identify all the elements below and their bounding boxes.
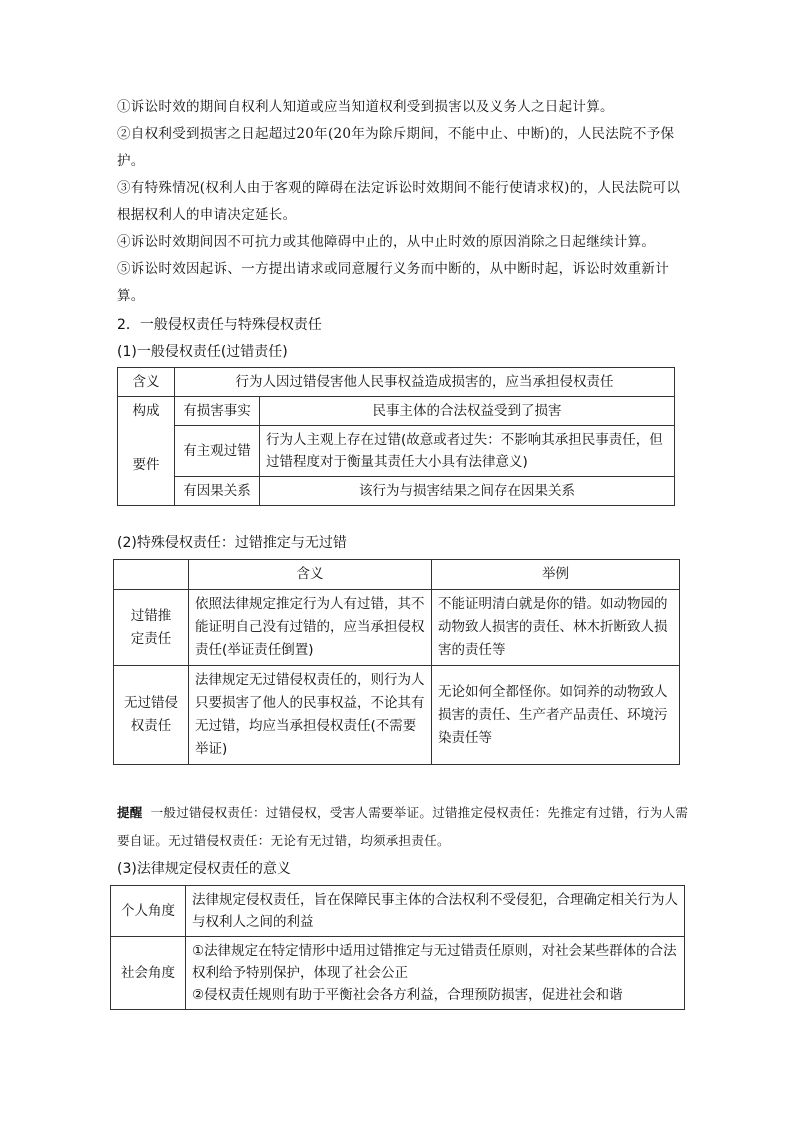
table-row xyxy=(118,368,675,397)
table-row xyxy=(111,886,685,937)
table-cell-example: 无论如何全都怪你。如饲养的动物致人损害的责任、生产者产品责任、环境污染责任等 xyxy=(432,666,680,765)
table-cell-line: ①法律规定在特定情形中适用过错推定与无过错责任原则，对社会某些群体的合法权利给予特别保护，体现了社会公正 xyxy=(192,943,677,981)
table-row xyxy=(111,937,685,1010)
table-cell-label: 无过错侵权责任 xyxy=(114,666,189,765)
significance-table xyxy=(110,885,685,1010)
general-tort-table xyxy=(117,367,675,506)
table-cell-label: 个人角度 xyxy=(111,886,186,937)
table-cell-label: 有损害事实 xyxy=(175,397,260,426)
table-cell-value: 行为人主观上存在过错(故意或者过失：不影响其承担民事责任，但过错程度对于衡量其责任大小具有法律意义) xyxy=(260,426,675,477)
paragraph-3: ③有特殊情况(权利人由于客观的障碍在法定诉讼时效期间不能行使请求权)的，人民法院可以根据权利人的申请决定延长。 xyxy=(117,180,681,223)
table-cell-meaning: 法律规定无过错侵权责任的，则行为人只要损害了他人的民事权益，不论其有无过错，均应当承担侵权责任(不需要举证) xyxy=(189,666,432,765)
table-cell-value: 行为人因过错侵害他人民事权益造成损害的，应当承担侵权责任 xyxy=(175,368,675,397)
section-2-title: 2．一般侵权责任与特殊侵权责任 xyxy=(117,317,322,333)
table-cell-label: 有主观过错 xyxy=(175,426,260,477)
table-cell-value: 民事主体的合法权益受到了损害 xyxy=(260,397,675,426)
table-cell-value xyxy=(186,937,685,1010)
table-cell-label: 有因果关系 xyxy=(175,477,260,506)
table-row xyxy=(114,590,680,666)
subsection-1-title: (1)一般侵权责任(过错责任) xyxy=(117,344,288,360)
table-cell-example: 不能证明清白就是你的错。如动物园的动物致人损害的责任、林木折断致人损害的责任等 xyxy=(432,590,680,666)
subsection-3-title: (3)法律规定侵权责任的意义 xyxy=(117,861,291,877)
table-cell-value: 法律规定侵权责任，旨在保障民事主体的合法权利不受侵犯，合理确定相关行为人与权利人之间的利益 xyxy=(186,886,685,937)
table-group-label: 要件 xyxy=(118,426,175,506)
table-cell-meaning: 依照法律规定推定行为人有过错，其不能证明自己没有过错的，应当承担侵权责任(举证责任倒置) xyxy=(189,590,432,666)
table-cell-line: ②侵权责任规则有助于平衡社会各方利益，合理预防损害，促进社会和谐 xyxy=(192,987,623,1003)
paragraph-4: ④诉讼时效期间因不可抗力或其他障碍中止的，从中止时效的原因消除之日起继续计算。 xyxy=(117,234,656,250)
table-row xyxy=(118,397,675,426)
table-row xyxy=(114,666,680,765)
reminder-text: 一般过错侵权责任：过错侵权，受害人需要举证。过错推定侵权责任：先推定有过错，行为人需要自证。无过错侵权责任：无论有无过错，均须承担责任。 xyxy=(117,805,689,848)
paragraph-5: ⑤诉讼时效因起诉、一方提出请求或同意履行义务而中断的，从中断时起，诉讼时效重新计算。 xyxy=(117,261,669,304)
special-tort-table xyxy=(113,559,680,765)
table-header-cell xyxy=(114,560,189,590)
table-row xyxy=(118,477,675,506)
table-cell-label: 过错推定责任 xyxy=(114,590,189,666)
reminder-note xyxy=(117,799,689,855)
table-cell-value: 该行为与损害结果之间存在因果关系 xyxy=(260,477,675,506)
table-cell-label: 社会角度 xyxy=(111,937,186,1010)
table-header-row xyxy=(114,560,680,590)
subsection-2-title: (2)特殊侵权责任：过错推定与无过错 xyxy=(117,535,347,551)
reminder-label: 提醒 xyxy=(117,805,143,820)
table-row xyxy=(118,426,675,477)
table-cell-label: 含义 xyxy=(118,368,175,397)
table-header-cell: 含义 xyxy=(189,560,432,590)
table-header-cell: 举例 xyxy=(432,560,680,590)
paragraph-2: ②自权利受到损害之日起超过20年(20年为除斥期间，不能中止、中断)的，人民法院不予保护。 xyxy=(117,126,675,169)
table-group-label: 构成 xyxy=(118,397,175,426)
paragraph-1: ①诉讼时效的期间自权利人知道或应当知道权利受到损害以及义务人之日起计算。 xyxy=(117,99,614,115)
